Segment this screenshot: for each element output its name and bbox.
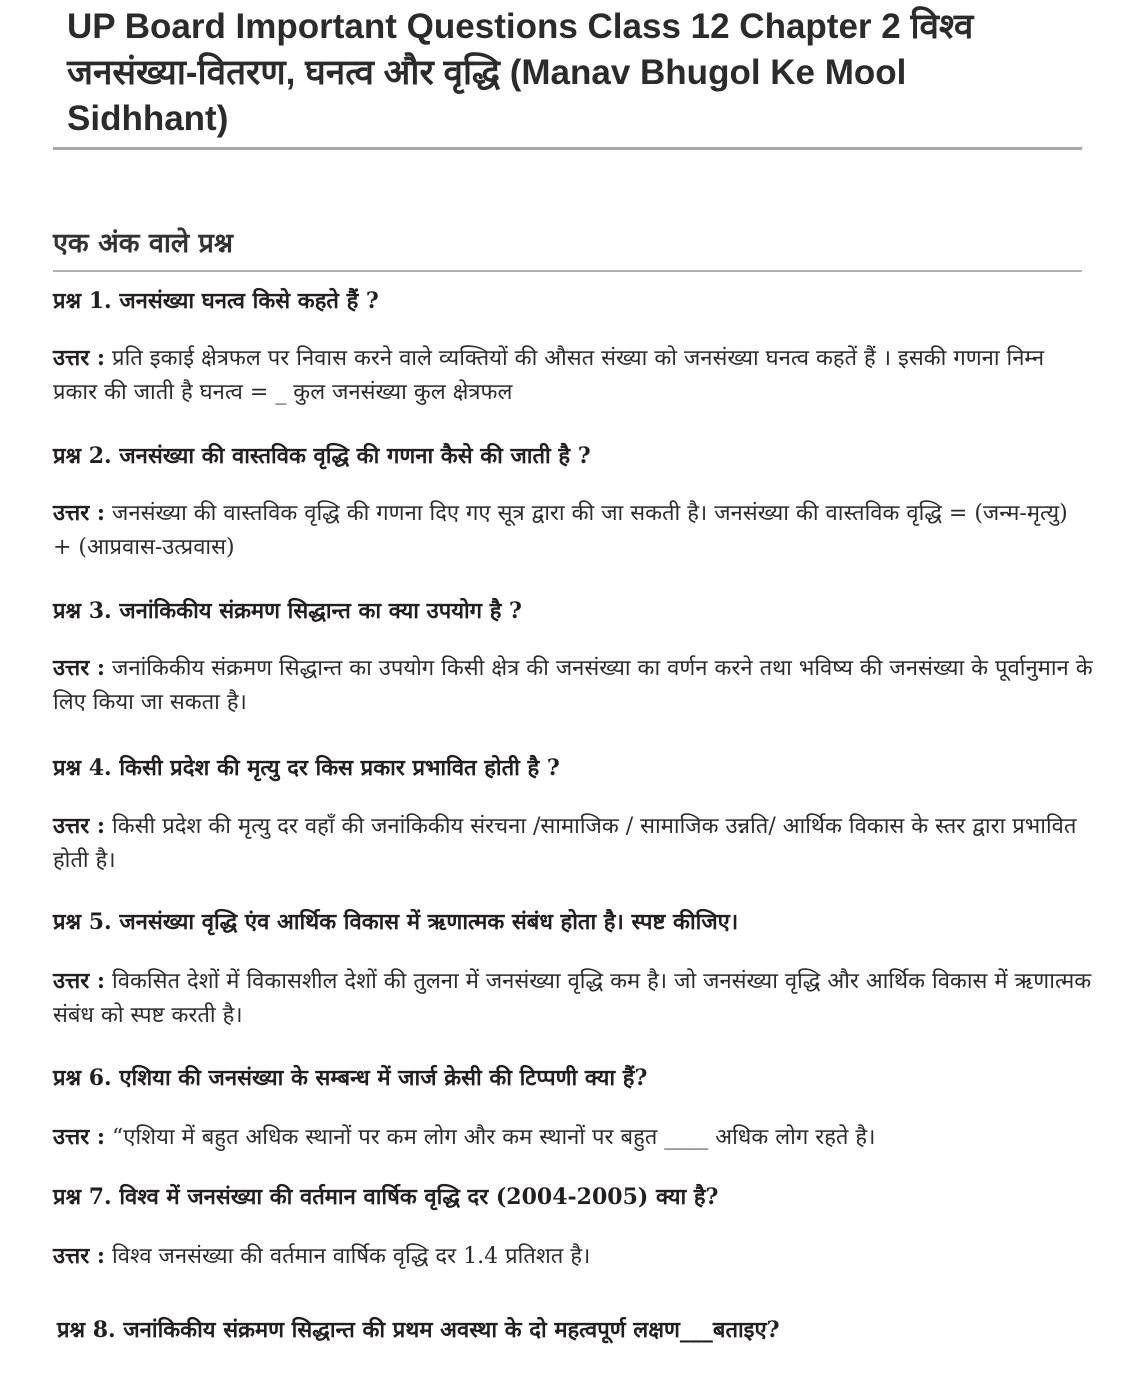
- question-7: प्रश्न 7. विश्व में जनसंख्या की वर्तमान वार्षिक वृद्धि दर (2004-2005) क्या है?: [53, 1184, 719, 1210]
- answer-text: विकसित देशों में विकासशील देशों की तुलना में जनसंख्या वृद्धि कम है। जो जनसंख्या वृद्धि और आर्थिक विकास में ऋणात्मक संबंध को स्पष्ट करती है।: [53, 969, 1092, 1028]
- qa-item-4: [53, 753, 1093, 878]
- title-divider: [53, 147, 1082, 150]
- answer-5: [53, 964, 1093, 1033]
- question-1: प्रश्न 1. जनसंख्या घनत्व किसे कहते हैं ?: [53, 288, 379, 314]
- page-title: UP Board Important Questions Class 12 Chapter 2 विश्व जनसंख्या-वितरण, घनत्व और वृद्धि (Manav Bhugol Ke Mool Sidhhant): [67, 7, 974, 138]
- answer-6: [53, 1120, 1093, 1155]
- section-divider: [53, 270, 1082, 272]
- answer-text: विश्व जनसंख्या की वर्तमान वार्षिक वृद्धि दर 1.4 प्रतिशत है।: [112, 1244, 591, 1269]
- question-6: प्रश्न 6. एशिया की जनसंख्या के सम्बन्ध में जार्ज क्रेसी की टिप्पणी क्या हैं?: [53, 1065, 648, 1091]
- qa-item-3: [53, 596, 1093, 720]
- answer-3: [53, 651, 1093, 720]
- answer-text: “एशिया में बहुत अधिक स्थानों पर कम लोग और कम स्थानों पर बहुत ____ अधिक लोग रहते है।: [112, 1125, 876, 1150]
- answer-text: किसी प्रदेश की मृत्यु दर वहाँ की जनांकिकीय संरचना /सामाजिक / सामाजिक उन्नति/ आर्थिक विकास के स्तर द्वारा प्रभावित होती है।: [53, 814, 1077, 873]
- question-4: प्रश्न 4. किसी प्रदेश की मृत्यु दर किस प्रकार प्रभावित होती है ?: [53, 755, 560, 781]
- section-heading: एक अंक वाले प्रश्न: [53, 228, 233, 259]
- answer-text: प्रति इकाई क्षेत्रफल पर निवास करने वाले व्यक्तियों की औसत संख्या को जनसंख्या घनत्व कहतें हैं । इसकी गणना निम्न प्रकार की जाती है घनत्व = _ कुल जनसंख्या कुल क्षेत्रफल: [53, 346, 1045, 405]
- question-8: प्रश्न 8. जनांकिकीय संक्रमण सिद्धान्त की प्रथम अवस्था के दो महत्वपूर्ण लक्षण___बताइए?: [57, 1317, 780, 1343]
- answer-label: उत्तर :: [53, 813, 106, 839]
- answer-2: [53, 496, 1093, 565]
- answer-1: [53, 341, 1093, 410]
- question-3: प्रश्न 3. जनांकिकीय संक्रमण सिद्धान्त का क्या उपयोग है ?: [53, 598, 522, 624]
- answer-7: [53, 1239, 1093, 1274]
- answer-text: जनांकिकीय संक्रमण सिद्धान्त का उपयोग किसी क्षेत्र की जनसंख्या का वर्णन करने तथा भविष्य की जनसंख्या के पूर्वानुमान के लिए किया जा सकता है।: [53, 656, 1093, 715]
- qa-item-7: [53, 1182, 1093, 1274]
- answer-label: उत्तर :: [53, 1124, 106, 1150]
- answer-label: उत्तर :: [53, 345, 106, 371]
- question-2: प्रश्न 2. जनसंख्या की वास्तविक वृद्धि की गणना कैसे की जाती है ?: [53, 443, 591, 469]
- qa-item-5: [53, 907, 1093, 1033]
- answer-label: उत्तर :: [53, 500, 106, 526]
- answer-text: जनसंख्या की वास्तविक वृद्धि की गणना दिए गए सूत्र द्वारा की जा सकती है। जनसंख्या की वास्तविक वृद्धि = (जन्म-मृत्यु) + (आप्रवास-उत्प्रवास): [53, 501, 1068, 560]
- question-5: प्रश्न 5. जनसंख्या वृद्धि एंव आर्थिक विकास में ऋणात्मक संबंध होता है। स्पष्ट कीजिए।: [53, 909, 739, 935]
- answer-label: उत्तर :: [53, 1243, 106, 1269]
- answer-label: उत्तर :: [53, 968, 106, 994]
- qa-item-2: [53, 441, 1093, 565]
- qa-item-6: [53, 1063, 1093, 1155]
- answer-label: उत्तर :: [53, 655, 106, 681]
- qa-item-8: [57, 1315, 1097, 1345]
- answer-4: [53, 809, 1093, 878]
- qa-item-1: [53, 286, 1093, 410]
